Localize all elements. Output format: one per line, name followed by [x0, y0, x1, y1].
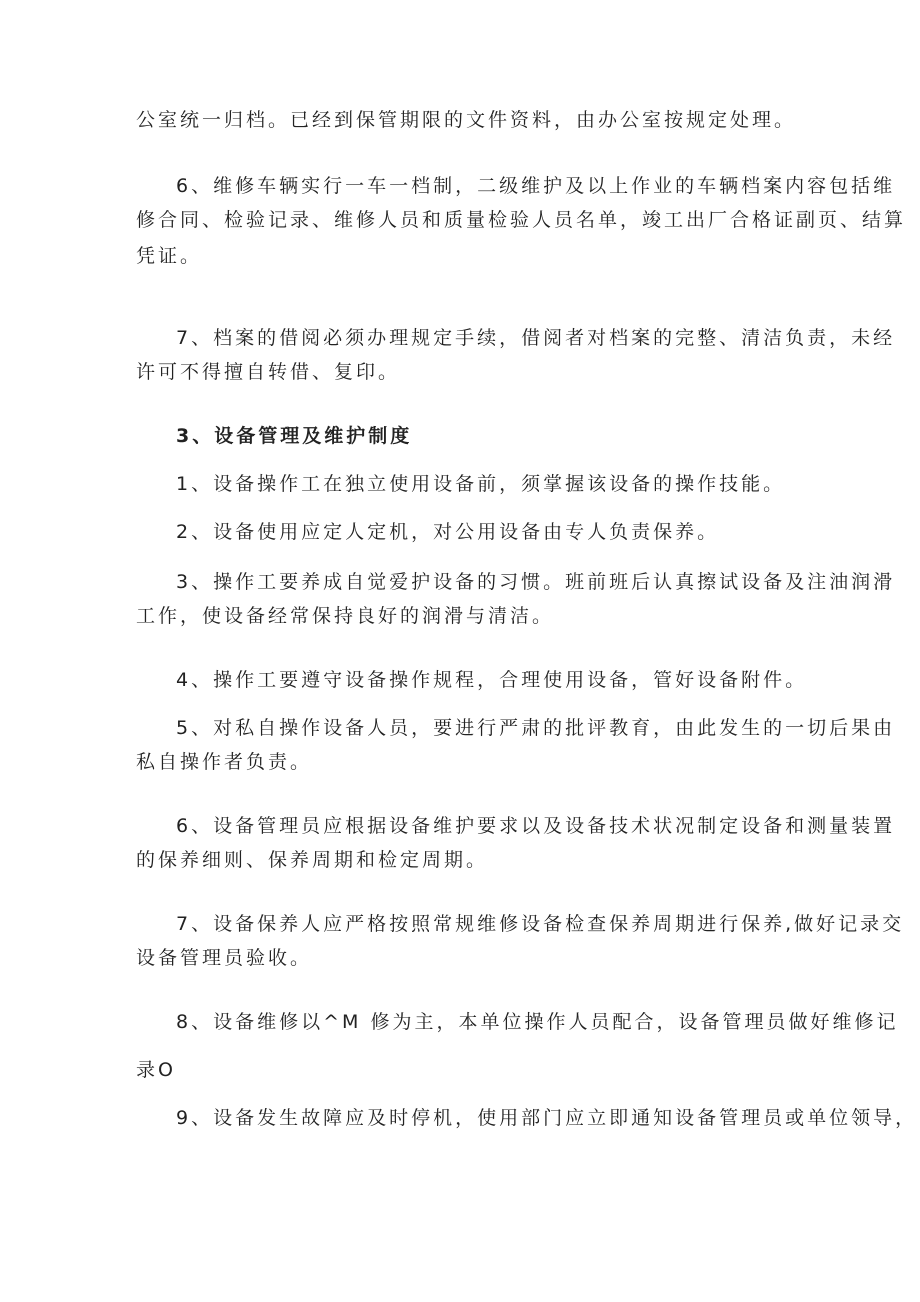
paragraph-line: 7、设备保养人应严格按照常规维修设备检查保养周期进行保养,做好记录交 — [176, 913, 905, 935]
paragraph-line: 工作，使设备经常保持良好的润滑与清洁。 — [136, 605, 555, 627]
paragraph-line: 2、设备使用应定人定机，对公用设备由专人负责保养。 — [176, 521, 720, 543]
paragraph-line: 8、设备维修以^M 修为主，本单位操作人员配合，设备管理员做好维修记 — [176, 1011, 899, 1033]
paragraph-line: 5、对私自操作设备人员，要进行严肃的批评教育，由此发生的一切后果由 — [176, 717, 896, 739]
paragraph-line: 录O — [136, 1059, 176, 1081]
paragraph-line: 6、设备管理员应根据设备维护要求以及设备技术状况制定设备和测量装置 — [176, 815, 896, 837]
paragraph-line: 1、设备操作工在独立使用设备前，须掌握该设备的操作技能。 — [176, 473, 786, 495]
paragraph-line: 9、设备发生故障应及时停机，使用部门应立即通知设备管理员或单位领导， — [176, 1107, 918, 1129]
paragraph-line: 设备管理员验收。 — [136, 947, 313, 969]
paragraph-line: 许可不得擅自转借、复印。 — [136, 361, 401, 383]
paragraph-line: 6、维修车辆实行一车一档制，二级维护及以上作业的车辆档案内容包括维 — [176, 175, 896, 197]
paragraph-line: 私自操作者负责。 — [136, 751, 313, 773]
paragraph-line: 7、档案的借阅必须办理规定手续，借阅者对档案的完整、清洁负责，未经 — [176, 327, 896, 349]
paragraph-line: 3、操作工要养成自觉爱护设备的习惯。班前班后认真擦试设备及注油润滑 — [176, 571, 896, 593]
paragraph-line: 4、操作工要遵守设备操作规程，合理使用设备，管好设备附件。 — [176, 669, 808, 691]
paragraph-line: 修合同、检验记录、维修人员和质量检验人员名单，竣工出厂合格证副页、结算 — [136, 209, 907, 231]
paragraph-line: 公室统一归档。已经到保管期限的文件资料，由办公室按规定处理。 — [136, 109, 797, 131]
paragraph-line: 的保养细则、保养周期和检定周期。 — [136, 849, 489, 871]
section-heading: 3、设备管理及维护制度 — [176, 425, 413, 447]
paragraph-line: 凭证。 — [136, 245, 203, 267]
